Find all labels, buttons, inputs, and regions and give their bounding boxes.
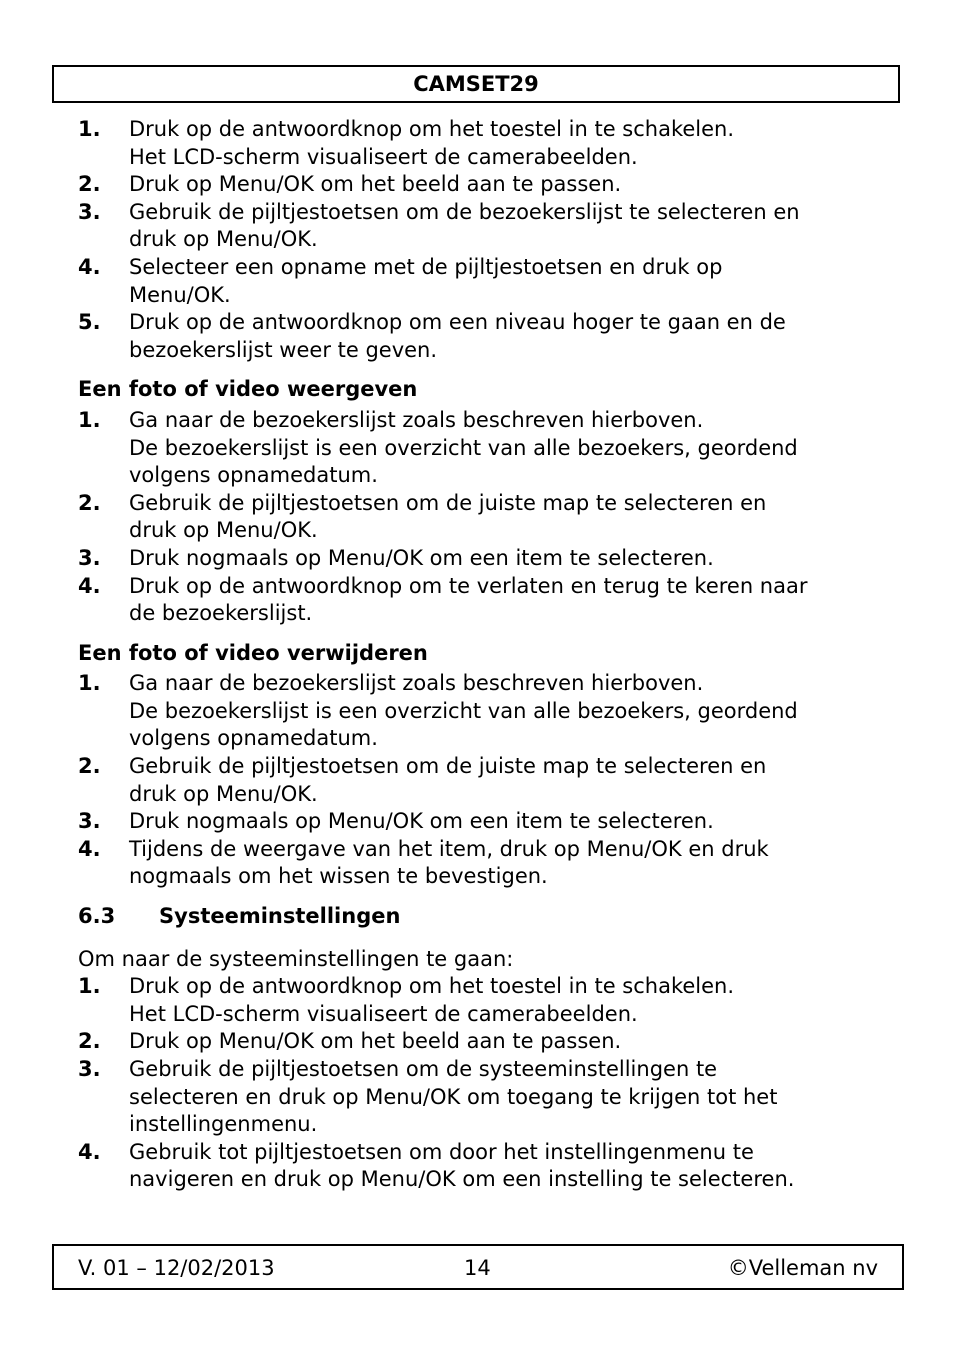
step-number: 4.: [78, 254, 101, 279]
step-text-line: Tijdens de weergave van het item, druk op Menu/OK en druk: [129, 836, 769, 861]
step-text-line: Druk op Menu/OK om het beeld aan te passen.: [129, 1029, 622, 1054]
step-text-line: Het LCD-scherm visualiseert de camerabeelden.: [129, 144, 638, 169]
step-text-line: Druk nogmaals op Menu/OK om een item te selecteren.: [129, 545, 714, 570]
list-item: [78, 1028, 888, 1056]
step-text: [129, 254, 888, 309]
step-number: 4.: [78, 1139, 101, 1164]
step-number: 1.: [78, 974, 101, 999]
step-number: 3.: [78, 1057, 101, 1081]
system-intro-text: Om naar de systeeminstellingen te gaan:: [78, 946, 514, 971]
footer-box: [52, 1244, 904, 1290]
document-title: CAMSET29: [413, 72, 539, 96]
list-item: [78, 973, 888, 1028]
view-steps-list: [78, 407, 888, 628]
step-text-line: volgens opnamedatum.: [129, 726, 378, 751]
step-text-line: Ga naar de bezoekerslijst zoals beschreven hierboven.: [129, 407, 704, 432]
list-item: [78, 199, 888, 254]
list-item: [78, 753, 888, 808]
system-steps-list: [78, 973, 888, 1194]
list-item: [78, 670, 888, 753]
section-number: 6.3: [78, 904, 116, 929]
step-text: [129, 808, 888, 836]
list-item: [78, 407, 888, 490]
step-number: 3.: [78, 809, 101, 834]
step-text-line: Druk op de antwoordknop om te verlaten en terug te keren naar: [129, 573, 808, 598]
step-text-line: Druk op de antwoordknop om het toestel in te schakelen.: [129, 117, 735, 141]
list-item: [78, 1056, 888, 1139]
step-text-line: Gebruik de pijltjestoetsen om de juiste map te selecteren en: [129, 754, 767, 779]
step-text: [129, 1139, 888, 1194]
system-section-heading: [78, 903, 888, 931]
delete-steps-list: [78, 670, 888, 891]
step-text: [129, 545, 888, 573]
step-number: 2.: [78, 754, 101, 779]
delete-section-heading: Een foto of video verwijderen: [78, 640, 428, 665]
step-text-line: Gebruik de pijltjestoetsen om de systeeminstellingen te: [129, 1057, 718, 1081]
step-text: [129, 490, 888, 545]
step-text-line: instellingenmenu.: [129, 1112, 318, 1137]
step-number: 2.: [78, 172, 101, 197]
step-text-line: selecteren en druk op Menu/OK om toegang te krijgen tot het: [129, 1084, 778, 1109]
list-item: [78, 1139, 888, 1194]
intro-steps-list: [78, 116, 888, 364]
list-item: [78, 808, 888, 836]
step-text: [129, 309, 888, 364]
list-item: [78, 545, 888, 573]
step-text-line: Gebruik tot pijltjestoetsen om door het instellingenmenu te: [129, 1139, 754, 1164]
step-text-line: Druk op de antwoordknop om een niveau hoger te gaan en de: [129, 310, 786, 335]
step-number: 3.: [78, 545, 101, 570]
list-item: [78, 573, 888, 628]
step-text: [129, 670, 888, 753]
step-text: [129, 199, 888, 254]
step-text-line: Druk op Menu/OK om het beeld aan te passen.: [129, 172, 622, 197]
step-text-line: volgens opnamedatum.: [129, 463, 378, 488]
step-text-line: navigeren en druk op Menu/OK om een instelling te selecteren.: [129, 1167, 795, 1192]
header-box: [52, 65, 900, 103]
step-number: 5.: [78, 310, 101, 335]
step-text-line: nogmaals om het wissen te bevestigen.: [129, 864, 548, 889]
step-text-line: De bezoekerslijst is een overzicht van alle bezoekers, geordend: [129, 698, 798, 723]
step-text: [129, 1028, 888, 1056]
step-text-line: Menu/OK.: [129, 282, 231, 307]
list-item: [78, 836, 888, 891]
list-item: [78, 171, 888, 199]
step-text-line: Selecteer een opname met de pijltjestoetsen en druk op: [129, 254, 723, 279]
step-number: 4.: [78, 836, 101, 861]
footer-page-number: 14: [464, 1256, 491, 1280]
step-text-line: Gebruik de pijltjestoetsen om de bezoekerslijst te selecteren en: [129, 199, 800, 224]
page-content: [78, 116, 888, 1194]
step-text-line: druk op Menu/OK.: [129, 781, 318, 806]
section-title: Systeeminstellingen: [159, 904, 401, 929]
list-item: [78, 309, 888, 364]
step-number: 2.: [78, 490, 101, 515]
list-item: [78, 490, 888, 545]
step-number: 3.: [78, 199, 101, 224]
list-item: [78, 254, 888, 309]
step-text: [129, 116, 888, 171]
step-number: 2.: [78, 1029, 101, 1054]
step-number: 1.: [78, 407, 101, 432]
step-text-line: De bezoekerslijst is een overzicht van alle bezoekers, geordend: [129, 435, 798, 460]
step-text-line: Druk op de antwoordknop om het toestel in te schakelen.: [129, 974, 735, 999]
step-text-line: Druk nogmaals op Menu/OK om een item te selecteren.: [129, 809, 714, 834]
step-text-line: druk op Menu/OK.: [129, 227, 318, 252]
step-text: [129, 407, 888, 490]
step-text-line: Ga naar de bezoekerslijst zoals beschreven hierboven.: [129, 671, 704, 696]
step-text-line: bezoekerslijst weer te geven.: [129, 337, 438, 362]
step-number: 1.: [78, 117, 101, 141]
step-text: [129, 573, 888, 628]
step-text-line: Het LCD-scherm visualiseert de camerabeelden.: [129, 1001, 638, 1026]
view-section-heading: Een foto of video weergeven: [78, 377, 418, 402]
step-text: [129, 973, 888, 1028]
step-text: [129, 171, 888, 199]
step-number: 1.: [78, 671, 101, 696]
step-text: [129, 753, 888, 808]
step-text-line: de bezoekerslijst.: [129, 601, 313, 626]
step-text-line: Gebruik de pijltjestoetsen om de juiste map te selecteren en: [129, 490, 767, 515]
step-number: 4.: [78, 573, 101, 598]
footer-version: V. 01 – 12/02/2013: [78, 1256, 275, 1280]
step-text-line: druk op Menu/OK.: [129, 518, 318, 543]
step-text: [129, 836, 888, 891]
list-item: [78, 116, 888, 171]
footer-copyright: ©Velleman nv: [727, 1256, 878, 1280]
step-text: [129, 1056, 888, 1139]
